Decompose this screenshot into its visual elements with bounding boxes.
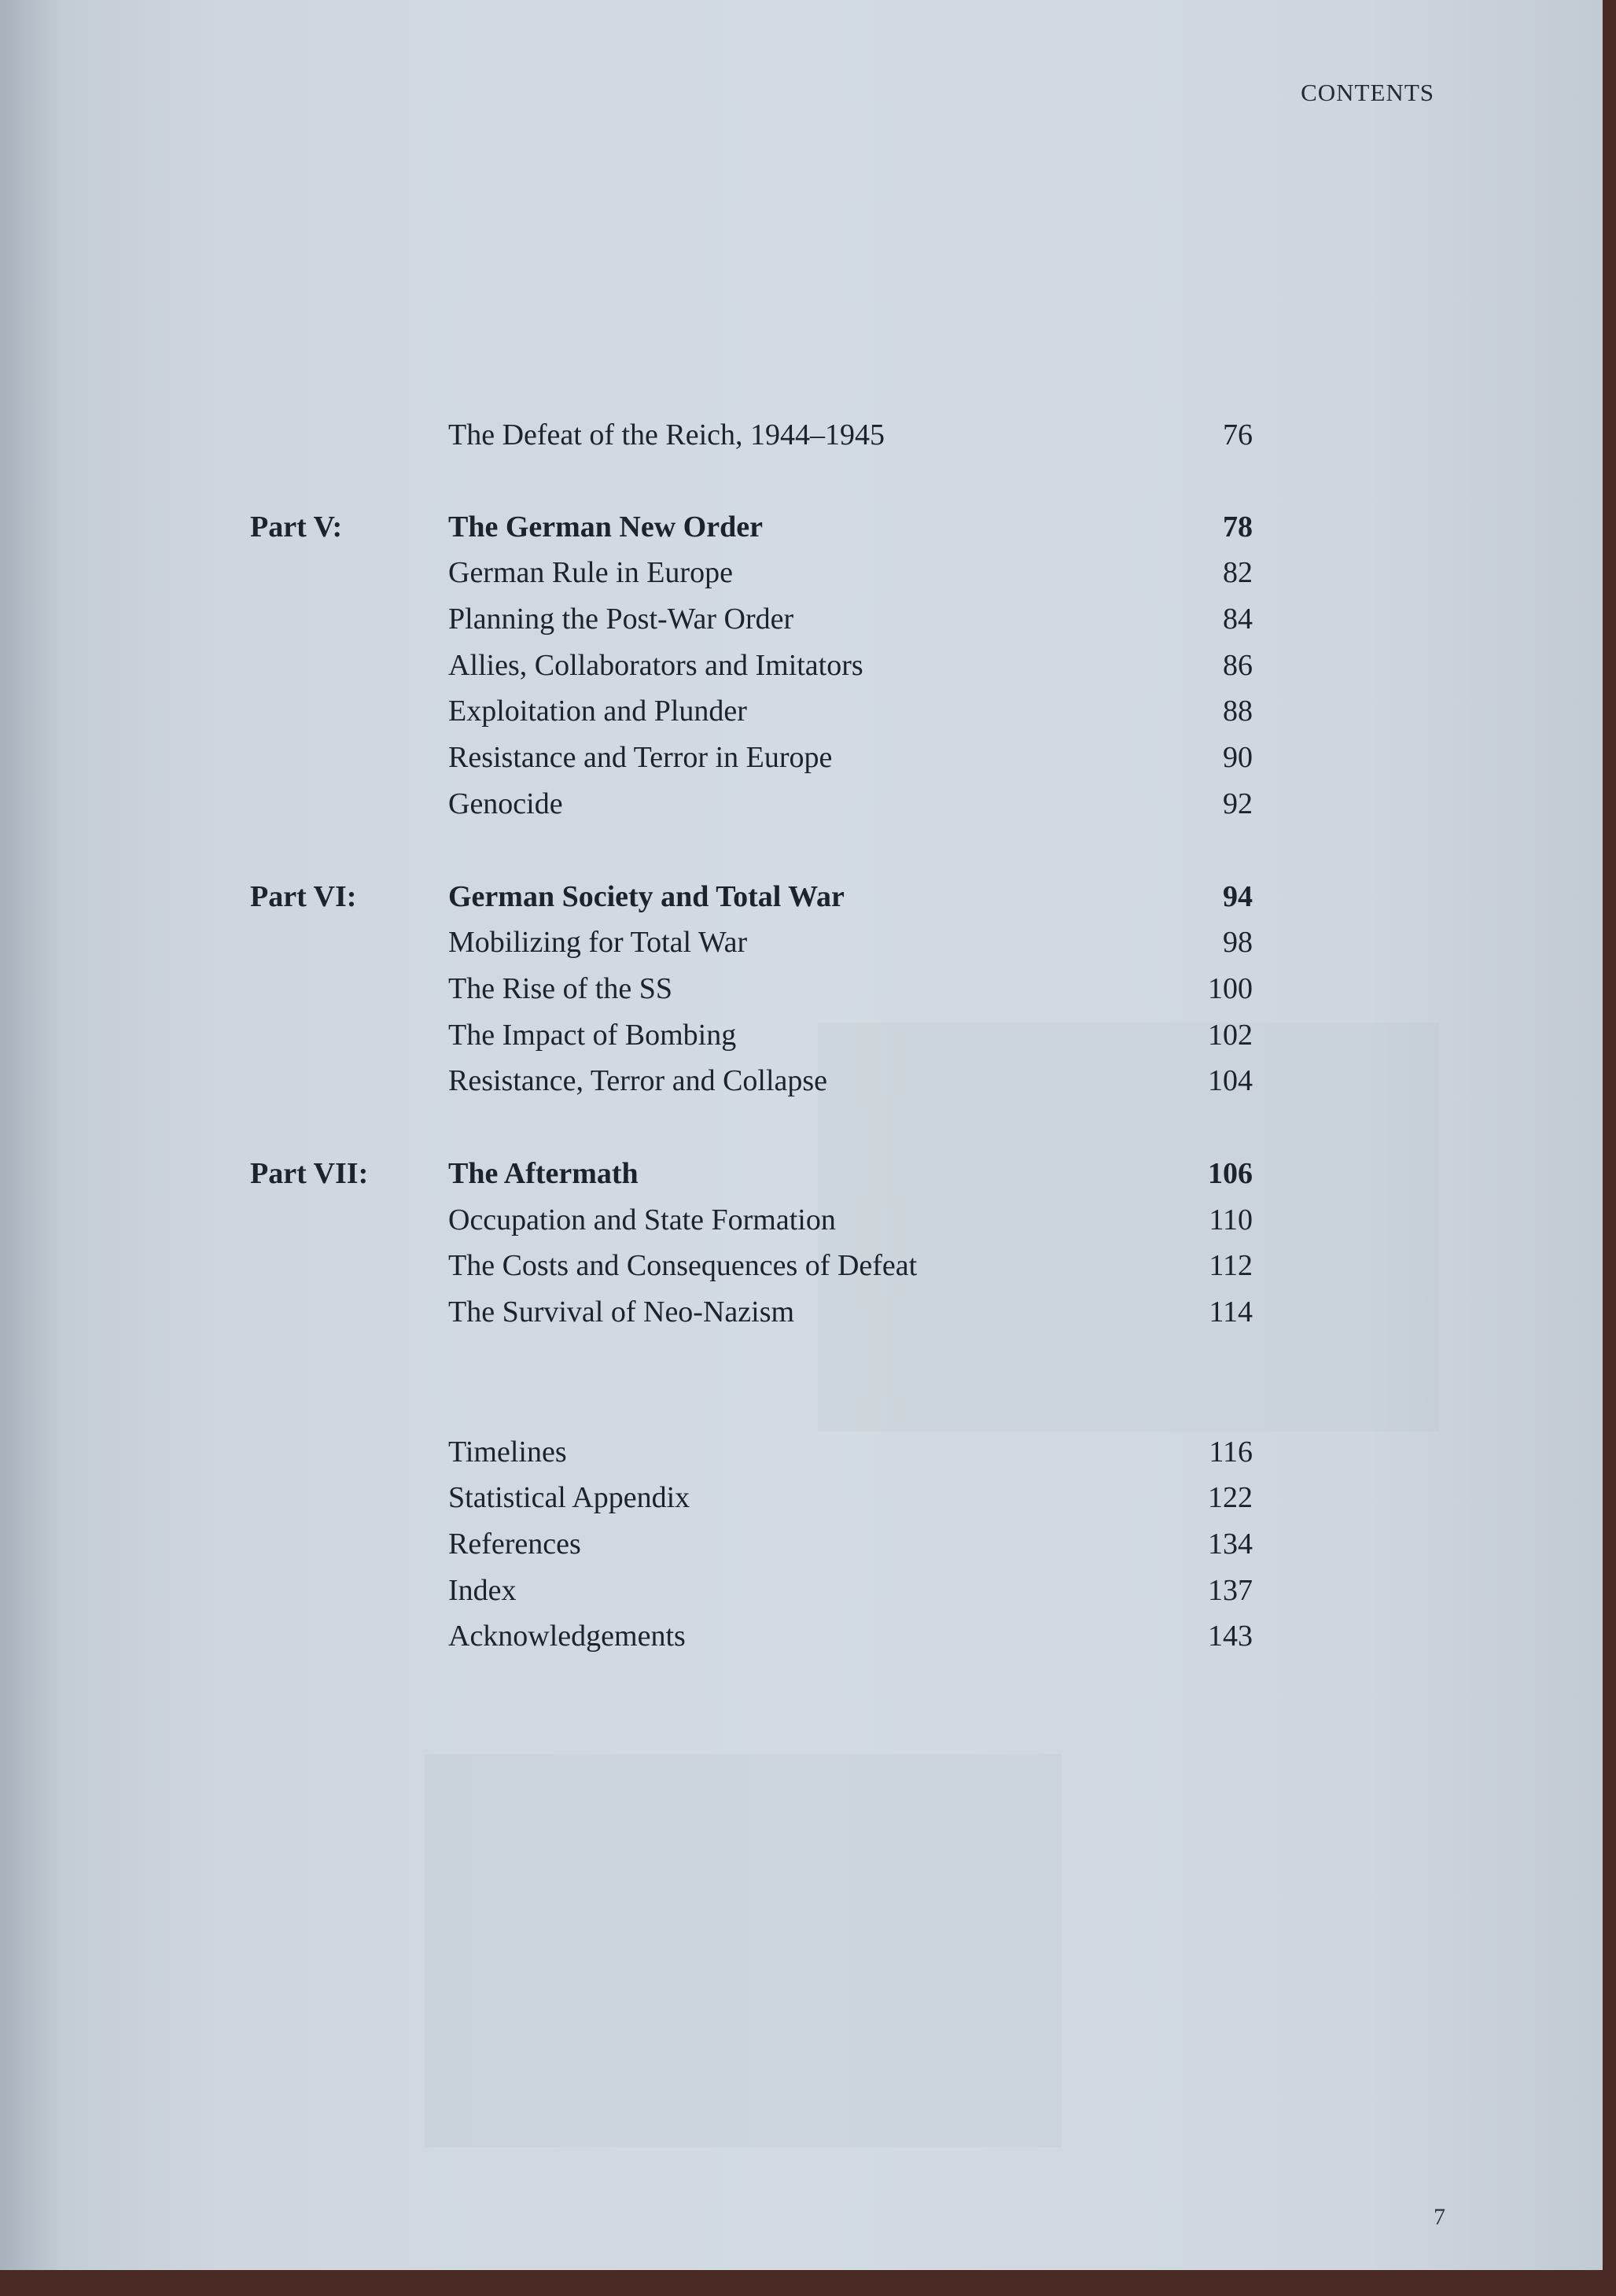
toc-entry bbox=[250, 966, 1253, 1012]
table-of-contents bbox=[250, 412, 1253, 1706]
entry-page-number: 116 bbox=[1209, 1435, 1253, 1469]
entry-title: Resistance, Terror and Collapse bbox=[448, 1064, 828, 1098]
toc-entry bbox=[250, 1613, 1253, 1660]
toc-entry bbox=[250, 504, 1253, 551]
toc-entry bbox=[250, 550, 1253, 596]
entry-title: German Society and Total War bbox=[448, 879, 845, 913]
entry-page-number: 134 bbox=[1208, 1528, 1253, 1561]
toc-group bbox=[250, 874, 1253, 1104]
toc-entry bbox=[250, 1429, 1253, 1476]
entry-title: Exploitation and Plunder bbox=[448, 695, 747, 728]
entry-page-number: 82 bbox=[1223, 556, 1253, 590]
toc-group bbox=[250, 412, 1253, 459]
entry-title: The Survival of Neo-Nazism bbox=[448, 1295, 795, 1329]
entry-title: Index bbox=[448, 1573, 517, 1607]
entry-title: Timelines bbox=[448, 1435, 567, 1469]
entry-page-number: 143 bbox=[1208, 1620, 1253, 1653]
toc-entry bbox=[250, 643, 1253, 689]
entry-page-number: 102 bbox=[1208, 1018, 1253, 1052]
entry-title: The Defeat of the Reich, 1944–1945 bbox=[448, 418, 885, 451]
toc-group bbox=[250, 1429, 1253, 1660]
entry-title: References bbox=[448, 1528, 581, 1561]
entry-title: The Rise of the SS bbox=[448, 971, 672, 1005]
part-label: Part VI: bbox=[250, 879, 357, 913]
toc-entry bbox=[250, 781, 1253, 827]
entry-page-number: 92 bbox=[1223, 787, 1253, 820]
entry-page-number: 112 bbox=[1209, 1249, 1253, 1283]
entry-title: German Rule in Europe bbox=[448, 556, 733, 590]
entry-page-number: 100 bbox=[1208, 971, 1253, 1005]
entry-title: The Costs and Consequences of Defeat bbox=[448, 1249, 918, 1283]
toc-entry bbox=[250, 596, 1253, 643]
entry-title: The Aftermath bbox=[448, 1156, 639, 1190]
toc-entry bbox=[250, 1243, 1253, 1289]
entry-page-number: 76 bbox=[1223, 418, 1253, 451]
entry-page-number: 98 bbox=[1223, 926, 1253, 960]
entry-title: Occupation and State Formation bbox=[448, 1203, 836, 1236]
entry-title: Resistance and Terror in Europe bbox=[448, 741, 833, 775]
entry-page-number: 84 bbox=[1223, 603, 1253, 636]
toc-entry bbox=[250, 920, 1253, 966]
show-through-panel-lower bbox=[425, 1754, 1062, 2147]
toc-entry bbox=[250, 1197, 1253, 1244]
entry-page-number: 110 bbox=[1209, 1203, 1253, 1236]
entry-page-number: 90 bbox=[1223, 741, 1253, 775]
part-label: Part VII: bbox=[250, 1156, 369, 1190]
toc-entry bbox=[250, 874, 1253, 920]
toc-entry bbox=[250, 412, 1253, 459]
toc-entry bbox=[250, 1289, 1253, 1336]
entry-page-number: 94 bbox=[1223, 879, 1253, 913]
entry-title: Planning the Post-War Order bbox=[448, 603, 794, 636]
entry-page-number: 137 bbox=[1208, 1573, 1253, 1607]
entry-title: Mobilizing for Total War bbox=[448, 926, 748, 960]
toc-entry bbox=[250, 1475, 1253, 1521]
toc-entry bbox=[250, 1058, 1253, 1104]
entry-page-number: 104 bbox=[1208, 1064, 1253, 1098]
entry-title: Allies, Collaborators and Imitators bbox=[448, 648, 863, 682]
toc-group bbox=[250, 1151, 1253, 1336]
part-label: Part V: bbox=[250, 510, 343, 544]
entry-title: The Impact of Bombing bbox=[448, 1018, 737, 1052]
entry-page-number: 86 bbox=[1223, 648, 1253, 682]
page-number: 7 bbox=[1434, 2204, 1445, 2230]
toc-entry bbox=[250, 1012, 1253, 1059]
entry-title: Acknowledgements bbox=[448, 1620, 686, 1653]
toc-entry bbox=[250, 1568, 1253, 1614]
toc-entry bbox=[250, 735, 1253, 781]
entry-page-number: 122 bbox=[1208, 1481, 1253, 1515]
entry-title: The German New Order bbox=[448, 510, 763, 544]
entry-title: Statistical Appendix bbox=[448, 1481, 690, 1515]
entry-page-number: 88 bbox=[1223, 695, 1253, 728]
running-head: CONTENTS bbox=[1301, 79, 1434, 106]
entry-page-number: 78 bbox=[1223, 510, 1253, 544]
toc-entry bbox=[250, 1521, 1253, 1568]
toc-group bbox=[250, 504, 1253, 827]
entry-page-number: 114 bbox=[1209, 1295, 1253, 1329]
toc-entry bbox=[250, 1151, 1253, 1197]
entry-page-number: 106 bbox=[1208, 1156, 1253, 1190]
entry-title: Genocide bbox=[448, 787, 563, 820]
toc-entry bbox=[250, 688, 1253, 735]
